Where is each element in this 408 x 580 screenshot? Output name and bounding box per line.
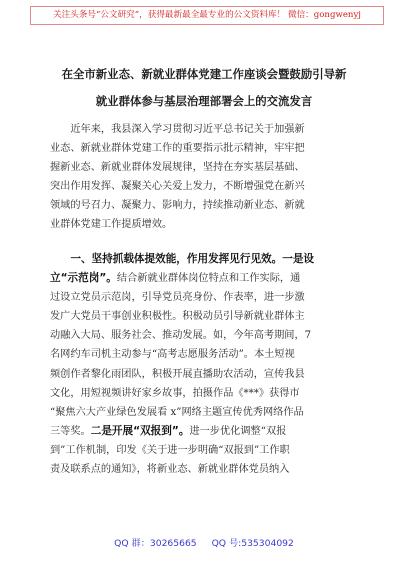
text-line: 领域的号召力、凝聚力、影响力，持续推动新业态、新就 [50,200,305,212]
text-line: 责及联系点的通知》，将新业态、新就业群体党员纳入 [50,464,290,476]
paragraph-section-one [50,250,368,479]
text-line [50,422,368,441]
text-line-content: 进一步优化调整“双报 [189,425,287,437]
text-line: 动融入大局、服务社会、推动发展。如，今年高考期间，7 [50,330,312,342]
document-title [0,61,408,115]
text-line: 突出作用发挥、凝聚关心关爱上发力，不断增强党在新兴 [50,181,305,193]
text-line [50,269,368,288]
paragraph-intro [50,120,368,235]
contact-footer [0,535,408,549]
qq-account-number: QQ 号:535304092 [211,538,294,549]
title-line-2: 就业群体参与基层治理部署会上的交流发言 [95,94,313,108]
text-line: 业群体党建工作提质增效。 [50,219,173,231]
text-line: “聚焦六大产业绿色发展看 x”网络主题宣传优秀网络作品 [50,406,304,418]
text-line-content: 近年来，我县深入学习贯彻习近平总书记关于加强新 [70,124,305,135]
text-line-content: 三等奖。 [50,425,91,437]
text-line: 文化，用短视频讲好家乡故事，拍摄作品《***》获得市 [50,387,300,399]
text-line [50,120,368,139]
top-promo-banner: 关注头条号“公文研究”，获得最新最全最专业的公文资料库！ 微信：gongwenyj [30,6,384,25]
qq-group-number: QQ 群：30265665 [114,538,197,549]
text-line: 频创作者黎化雨团队，积极开展直播助农活动，宣传我县 [50,368,305,380]
text-line: 名网约车司机主动参与“高考志愿服务活动”。本土短视 [50,349,295,361]
text-line: 业态、新就业群体党建工作的重要指示批示精神，牢牢把 [50,143,305,155]
text-line: 握新业态、新就业群体发展规律，坚持在夯实基层基础、 [50,162,305,174]
subheading-bold: 立“示范岗”。 [50,272,117,285]
title-line-1: 在全市新业态、新就业群体党建工作座谈会暨鼓励引导新 [61,67,347,81]
subheading-bold: 二是开展“双报到”。 [90,424,190,437]
text-line: 发广大党员干事创业积极性。积极动员引导新就业群体主 [50,311,305,323]
text-line: 到”工作机制，印发《关于进一步明确“双报到”工作职 [50,444,290,456]
text-line [50,250,368,269]
text-line: 过设立党员示范岗，引导党员亮身份、作表率，进一步激 [50,292,305,304]
section-heading: 一、坚持抓载体提效能，作用发挥见行见效。一是设 [70,253,315,265]
text-line-content: 结合新就业群体岗位特点和工作实际，通 [116,273,301,285]
